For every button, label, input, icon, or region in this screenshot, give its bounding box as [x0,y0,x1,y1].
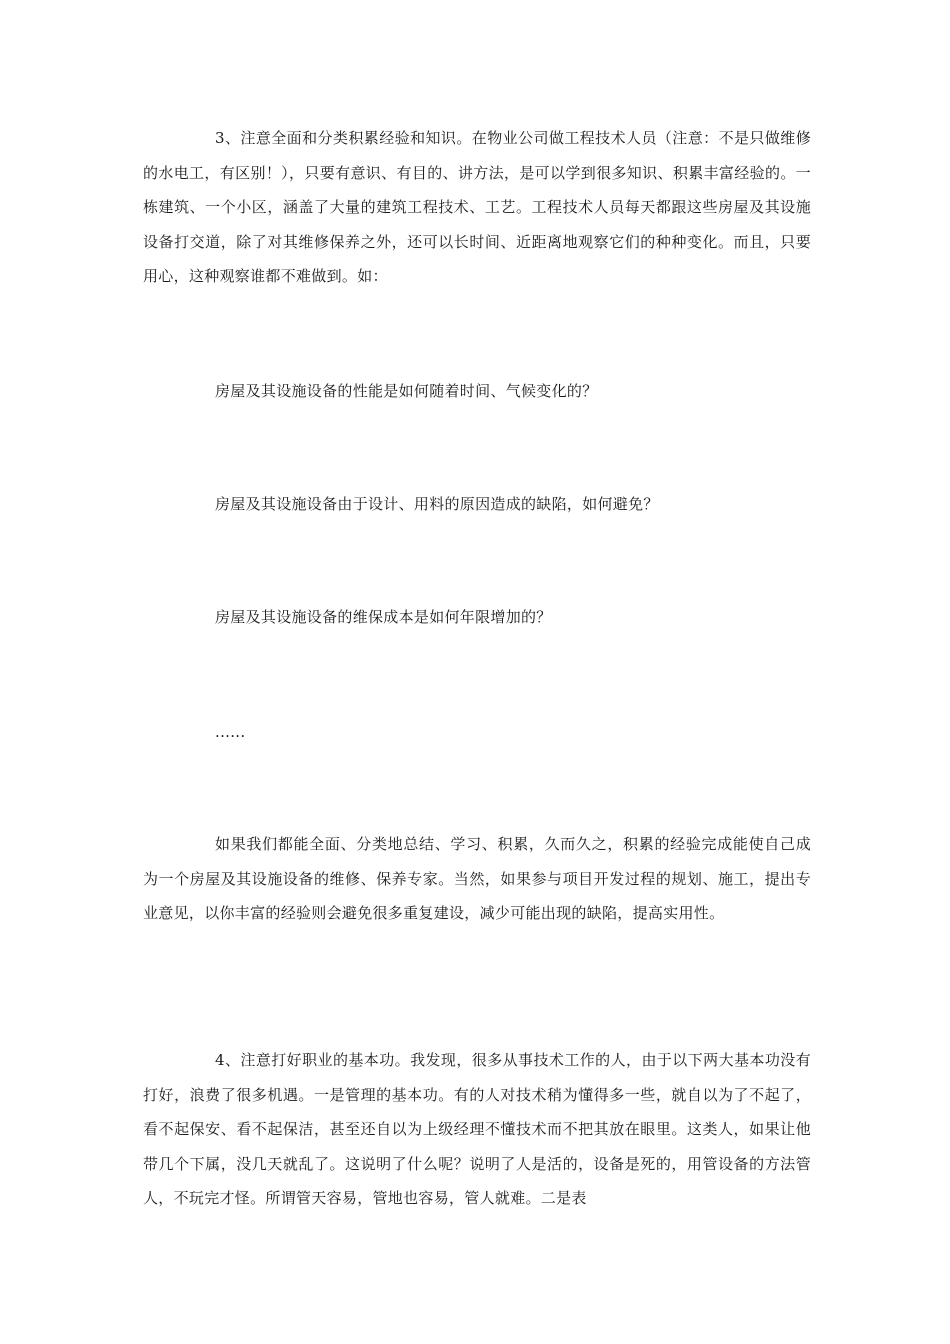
paragraph-summary: 如果我们都能全面、分类地总结、学习、积累，久而久之，积累的经验完成能使自己成为一个房屋及其设施设备的维修、保养专家。当然，如果参与项目开发过程的规划、施工，提出专业意见，以你丰富的经验则会避免很多重复建设，减少可能出现的缺陷，提高实用性。 [143,835,811,922]
question-performance: 房屋及其设施设备的性能是如何随着时间、气候变化的？ [215,382,598,400]
question-maintenance-cost: 房屋及其设施设备的维保成本是如何年限增加的？ [215,608,552,626]
question-defects: 房屋及其设施设备由于设计、用料的原因造成的缺陷，如何避免？ [215,495,659,513]
paragraph-3-experience: 3、注意全面和分类积累经验和知识。在物业公司做工程技术人员（注意：不是只做维修的水电工，有区别！），只要有意识、有目的、讲方法，是可以学到很多知识、积累丰富经验的。一栋建筑、一个小区，涵盖了大量的建筑工程技术、工艺。工程技术人员每天都跟这些房屋及其设施设备打交道，除了对其维修保养之外，还可以长时间、近距离地观察它们的种种变化。而且，只要用心，这种观察谁都不难做到。如： [143,129,811,285]
ellipsis: ...... [215,723,246,741]
paragraph-4-fundamentals: 4、注意打好职业的基本功。我发现，很多从事技术工作的人，由于以下两大基本功没有打好，浪费了很多机遇。一是管理的基本功。有的人对技术稍为懂得多一些，就自以为了不起了，看不起保安、看不起保洁，甚至还自以为上级经理不懂技术而不把其放在眼里。这类人，如果让他带几个下属，没几天就乱了。这说明了什么呢？说明了人是活的，设备是死的，用管设备的方法管人，不玩完才怪。所谓管天容易，管地也容易，管人就难。二是表 [143,1051,811,1207]
